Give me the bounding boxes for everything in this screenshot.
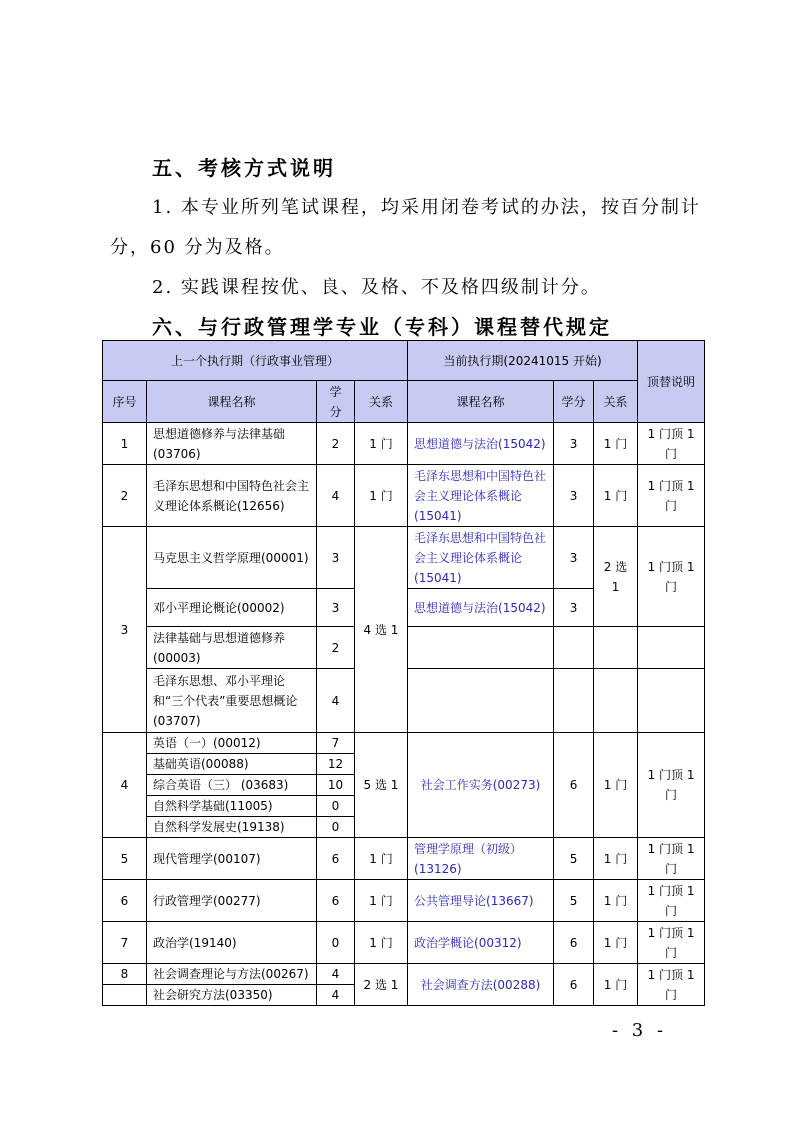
section-5-heading: 五、考核方式说明 — [152, 156, 336, 180]
header-old-course-name: 课程名称 — [147, 381, 317, 423]
empty-cell — [638, 627, 705, 669]
empty-cell — [594, 627, 638, 669]
new-relation: 1 门 — [594, 838, 638, 880]
old-course-name: 社会调查理论与方法(00267) — [147, 964, 317, 985]
new-course-name: 毛泽东思想和中国特色社会主义理论体系概论(15041) — [408, 465, 554, 527]
empty-cell — [103, 985, 147, 1006]
new-course-name: 管理学原理（初级）(13126) — [408, 838, 554, 880]
row-seq: 8 — [103, 964, 147, 985]
old-course-name: 法律基础与思想道德修养(00003) — [147, 627, 317, 669]
substitution-note: 1 门顶 1 门 — [638, 465, 705, 527]
old-credit: 4 — [317, 985, 355, 1006]
table-row — [103, 423, 705, 465]
old-credit: 4 — [317, 964, 355, 985]
table-top-header-row — [103, 341, 705, 381]
old-credit: 6 — [317, 880, 355, 922]
course-substitution-table — [102, 340, 705, 1006]
new-course-name: 毛泽东思想和中国特色社会主义理论体系概论(15041) — [408, 527, 554, 589]
new-relation: 1 门 — [594, 423, 638, 465]
table-row — [103, 838, 705, 880]
new-credit: 3 — [554, 527, 594, 589]
old-credit: 4 — [317, 669, 355, 733]
header-substitution-note: 顶替说明 — [638, 341, 705, 423]
old-course-name: 社会研究方法(03350) — [147, 985, 317, 1006]
new-relation: 1 门 — [594, 922, 638, 964]
old-credit: 0 — [317, 796, 355, 817]
substitution-note: 1 门顶 1 门 — [638, 964, 705, 1006]
section-5-paragraph-1-line-2: 分，60 分为及格。 — [110, 237, 285, 258]
old-relation: 2 选 1 — [355, 964, 408, 1006]
empty-cell — [554, 627, 594, 669]
header-old-credit: 学分 — [317, 381, 355, 423]
old-relation: 1 门 — [355, 465, 408, 527]
old-course-name: 毛泽东思想、邓小平理论和“三个代表”重要思想概论(03707) — [147, 669, 317, 733]
header-seq: 序号 — [103, 381, 147, 423]
old-relation: 1 门 — [355, 423, 408, 465]
new-relation: 1 门 — [594, 880, 638, 922]
new-course-name: 政治学概论(00312) — [408, 922, 554, 964]
empty-cell — [638, 669, 705, 733]
old-course-name: 基础英语(00088) — [147, 754, 317, 775]
new-credit: 6 — [554, 964, 594, 1006]
old-relation: 4 选 1 — [355, 527, 408, 733]
substitution-note: 1 门顶 1 门 — [638, 423, 705, 465]
old-credit: 12 — [317, 754, 355, 775]
row-seq: 1 — [103, 423, 147, 465]
old-relation: 1 门 — [355, 880, 408, 922]
old-course-name: 自然科学基础(11005) — [147, 796, 317, 817]
old-credit: 7 — [317, 733, 355, 754]
header-current-period: 当前执行期(20241015 开始) — [408, 341, 638, 381]
new-course-name: 思想道德与法治(15042) — [408, 423, 554, 465]
new-credit: 3 — [554, 423, 594, 465]
row-seq: 2 — [103, 465, 147, 527]
old-course-name: 马克思主义哲学原理(00001) — [147, 527, 317, 589]
row-seq: 5 — [103, 838, 147, 880]
old-course-name: 自然科学发展史(19138) — [147, 817, 317, 838]
old-course-name: 英语（一）(00012) — [147, 733, 317, 754]
old-relation: 1 门 — [355, 838, 408, 880]
new-credit: 5 — [554, 838, 594, 880]
substitution-note: 1 门顶 1 门 — [638, 527, 705, 627]
new-course-name: 公共管理导论(13667) — [408, 880, 554, 922]
old-course-name: 政治学(19140) — [147, 922, 317, 964]
page-number: - 3 - — [612, 1020, 668, 1041]
row-seq: 3 — [103, 527, 147, 733]
empty-cell — [408, 627, 554, 669]
section-5-paragraph-2: 2. 实践课程按优、良、及格、不及格四级制计分。 — [152, 277, 601, 298]
new-course-name: 思想道德与法治(15042) — [408, 589, 554, 627]
table-row — [103, 922, 705, 964]
header-new-course-name: 课程名称 — [408, 381, 554, 423]
new-relation: 1 门 — [594, 733, 638, 838]
old-credit: 10 — [317, 775, 355, 796]
row-seq: 6 — [103, 880, 147, 922]
old-credit: 0 — [317, 922, 355, 964]
empty-cell — [594, 669, 638, 733]
table-row — [103, 880, 705, 922]
old-course-name: 现代管理学(00107) — [147, 838, 317, 880]
row-seq: 7 — [103, 922, 147, 964]
new-credit: 3 — [554, 589, 594, 627]
new-relation: 2 选 1 — [594, 527, 638, 627]
old-credit: 3 — [317, 527, 355, 589]
old-credit: 2 — [317, 423, 355, 465]
table-row — [103, 964, 705, 985]
new-credit: 6 — [554, 922, 594, 964]
old-course-name: 邓小平理论概论(00002) — [147, 589, 317, 627]
header-new-credit: 学分 — [554, 381, 594, 423]
header-new-relation: 关系 — [594, 381, 638, 423]
new-relation: 1 门 — [594, 964, 638, 1006]
empty-cell — [408, 669, 554, 733]
substitution-note: 1 门顶 1 门 — [638, 838, 705, 880]
old-credit: 6 — [317, 838, 355, 880]
old-credit: 0 — [317, 817, 355, 838]
header-old-relation: 关系 — [355, 381, 408, 423]
table-sub-header-row — [103, 381, 705, 423]
old-course-name: 毛泽东思想和中国特色社会主义理论体系概论(12656) — [147, 465, 317, 527]
new-credit: 6 — [554, 733, 594, 838]
header-previous-period: 上一个执行期（行政事业管理） — [103, 341, 408, 381]
old-credit: 2 — [317, 627, 355, 669]
old-course-name: 思想道德修养与法律基础(03706) — [147, 423, 317, 465]
new-relation: 1 门 — [594, 465, 638, 527]
old-relation: 5 选 1 — [355, 733, 408, 838]
old-credit: 3 — [317, 589, 355, 627]
empty-cell — [554, 669, 594, 733]
new-credit: 3 — [554, 465, 594, 527]
old-relation: 1 门 — [355, 922, 408, 964]
substitution-note: 1 门顶 1 门 — [638, 733, 705, 838]
table-row — [103, 527, 705, 589]
substitution-note: 1 门顶 1 门 — [638, 922, 705, 964]
old-course-name: 行政管理学(00277) — [147, 880, 317, 922]
section-6-heading: 六、与行政管理学专业（专科）课程替代规定 — [152, 315, 612, 339]
table-row — [103, 465, 705, 527]
row-seq: 4 — [103, 733, 147, 838]
new-credit: 5 — [554, 880, 594, 922]
old-credit: 4 — [317, 465, 355, 527]
table-row — [103, 733, 705, 754]
new-course-name: 社会调查方法(00288) — [408, 964, 554, 1006]
section-5-paragraph-1-line-1: 1. 本专业所列笔试课程，均采用闭卷考试的办法，按百分制计 — [152, 197, 701, 218]
new-course-name: 社会工作实务(00273) — [408, 733, 554, 838]
old-course-name: 综合英语（三） (03683) — [147, 775, 317, 796]
substitution-note: 1 门顶 1 门 — [638, 880, 705, 922]
